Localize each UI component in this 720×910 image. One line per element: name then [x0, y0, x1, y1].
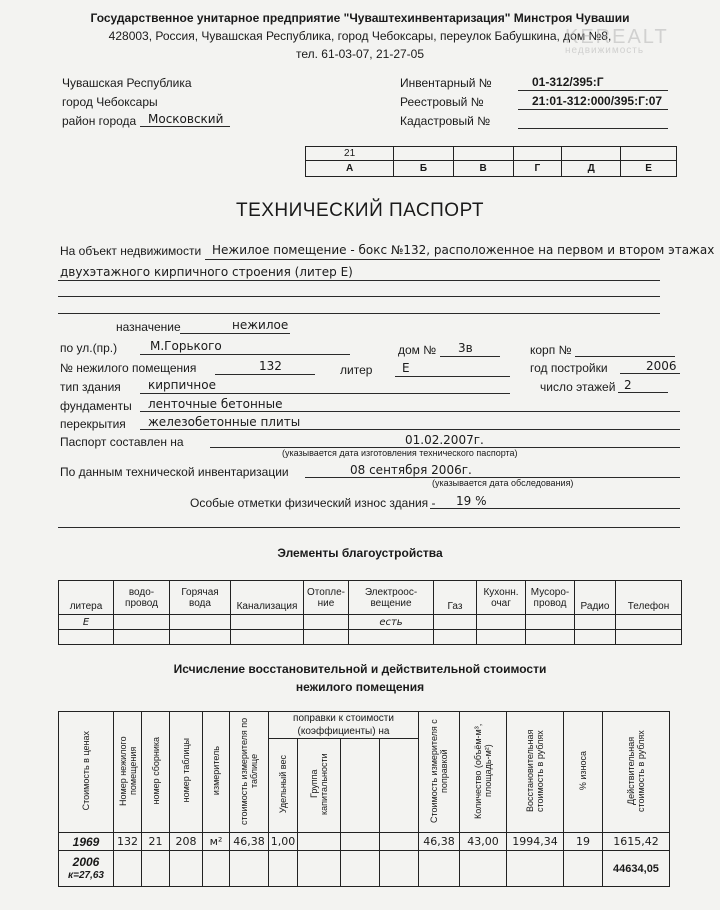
inventory-date: 08 сентября 2006г.	[350, 463, 472, 477]
cost-cell: 19	[564, 833, 603, 851]
code-letter: Г	[513, 161, 562, 177]
cost-header: Группа капитальности	[309, 753, 329, 815]
liter-label: литер	[340, 363, 373, 377]
amenity-cell	[304, 615, 349, 630]
amenity-header: Газ	[434, 581, 477, 615]
cost-cell: 46,38	[230, 833, 269, 851]
amenity-cell	[575, 615, 616, 630]
code-letter: А	[306, 161, 394, 177]
district-value: Московский	[148, 112, 224, 126]
amenity-header: водо-провод	[114, 581, 170, 615]
object-line2: двухэтажного кирпичного строения (литер Е)	[60, 265, 353, 279]
cost-header: Количество (объём-м³, площадь-м²)	[473, 722, 493, 819]
cost-table	[58, 711, 670, 887]
code-letter: Д	[562, 161, 621, 177]
city: город Чебоксары	[62, 95, 158, 109]
room-value: 132	[259, 359, 282, 373]
cost-cell: 1994,34	[507, 833, 564, 851]
code-table	[305, 146, 677, 177]
cost-cell: 208	[170, 833, 203, 851]
house-value: 3в	[458, 341, 473, 355]
registry-number: 21:01-312:000/395:Г:07	[532, 94, 663, 108]
code-letter: Е	[621, 161, 677, 177]
korp-label: корп №	[530, 343, 572, 357]
amenity-cell: есть	[349, 615, 434, 630]
cost-k-coef: к=27,63	[68, 869, 104, 881]
cost-cell: 1615,42	[603, 833, 670, 851]
type-value: кирпичное	[148, 378, 216, 392]
watermark-line1: KEREALT	[565, 26, 669, 48]
type-label: тип здания	[60, 380, 121, 394]
amenity-header: Канализация	[231, 581, 304, 615]
cost-cell: 46,38	[419, 833, 460, 851]
amenities-table	[58, 580, 682, 645]
object-label: На объект недвижимости	[60, 244, 202, 258]
cost-header: Стоимость в ценах	[81, 730, 91, 811]
amenity-header: Радио	[575, 581, 616, 615]
foundation-label: фундаменты	[60, 399, 132, 413]
cost-header: номер сборника	[150, 736, 161, 805]
org-name: Государственное унитарное предприятие "Чуваштехинвентаризация" Минстроя Чувашии	[90, 11, 630, 25]
amenity-cell	[477, 615, 526, 630]
coef-empty	[380, 739, 419, 833]
wear-value: 19 %	[456, 494, 487, 508]
document-title: ТЕХНИЧЕСКИЙ ПАСПОРТ	[235, 200, 485, 221]
inventory-hint: (указывается дата обследования)	[432, 478, 574, 488]
amenity-header: Горячая вода	[170, 581, 231, 615]
foundation-value: ленточные бетонные	[148, 397, 283, 411]
street-label: по ул.(пр.)	[60, 341, 118, 355]
slabs-value: железобетонные плиты	[148, 415, 301, 429]
cost-cell: 1,00	[269, 833, 298, 851]
coef-empty	[341, 739, 380, 833]
code-top: 21	[306, 147, 394, 161]
amenity-cell	[170, 615, 231, 630]
cost-cell	[298, 833, 341, 851]
cost-header: номер таблицы	[181, 738, 191, 803]
coef-header-2: (коэффициенты) на	[297, 726, 390, 737]
inventory-label: Инвентарный №	[400, 76, 492, 90]
purpose-label: назначение	[116, 320, 181, 334]
floors-value: 2	[624, 378, 632, 392]
cost-cell	[380, 833, 419, 851]
street-value: М.Горького	[150, 339, 222, 353]
house-label: дом №	[398, 343, 437, 357]
amenity-cell	[616, 615, 682, 630]
watermark	[565, 26, 669, 56]
amenity-cell	[526, 615, 575, 630]
cadastral-label: Кадастровый №	[400, 114, 491, 128]
object-line1: Нежилое помещение - бокс №132, расположенное на первом и втором этажах	[212, 243, 715, 257]
passport-date: 01.02.2007г.	[405, 433, 484, 447]
cost-header: Стоимость измерителя с поправкой	[429, 718, 449, 823]
amenity-header: литера	[59, 581, 114, 615]
amenity-header: Телефон	[616, 581, 682, 615]
year-label: год постройки	[530, 361, 608, 375]
watermark-line2: недвижимость	[565, 45, 645, 56]
amenity-header: Электроос-вещение	[349, 581, 434, 615]
code-letter: Б	[394, 161, 454, 177]
cost-cell: 21	[142, 833, 170, 851]
passport-hint: (указывается дата изготовления технического паспорта)	[282, 448, 518, 458]
amenity-header: Отопле-ние	[304, 581, 349, 615]
coef-header-1: поправки к стоимости	[293, 713, 394, 724]
cost-cell: 1969	[59, 833, 114, 851]
org-address: 428003, Россия, Чувашская Республика, город Чебоксары, переулок Бабушкина, дом №8,	[108, 29, 612, 43]
cost-cell: 43,00	[460, 833, 507, 851]
room-label: № нежилого помещения	[60, 361, 197, 375]
cost-header: Удельный вес	[278, 754, 288, 814]
slabs-label: перекрытия	[60, 417, 126, 431]
amenity-header: Кухонн. очаг	[477, 581, 526, 615]
code-letter: В	[453, 161, 513, 177]
district-label: район города	[62, 114, 137, 128]
floors-label: число этажей	[540, 380, 616, 394]
cost-year-2006: 2006	[72, 854, 100, 869]
amenity-cell	[231, 615, 304, 630]
amenity-cell	[114, 615, 170, 630]
cost-title-1: Исчисление восстановительной и действительной стоимости	[173, 662, 547, 676]
cost-total: 44634,05	[603, 851, 670, 887]
cost-cell: 132	[114, 833, 142, 851]
org-phone: тел. 61-03-07, 21-27-05	[295, 47, 425, 61]
cost-header: % износа	[578, 750, 588, 791]
amenity-header: Мусоро-провод	[526, 581, 575, 615]
cost-header: Восстановительная стоимость в рублях	[525, 729, 545, 812]
cost-cell	[341, 833, 380, 851]
cost-title-2: нежилого помещения	[295, 680, 425, 694]
cost-header: Действительная стоимость в рублях	[626, 729, 646, 812]
purpose-value: нежилое	[232, 318, 289, 332]
amenities-title: Элементы благоустройства	[277, 546, 443, 560]
cost-header: стоимость измерителя по таблице	[239, 716, 259, 825]
inventory-number: 01-312/395:Г	[532, 75, 604, 89]
registry-label: Реестровый №	[400, 95, 484, 109]
amenity-cell	[434, 615, 477, 630]
cost-header: Номер нежилого помещения	[117, 735, 138, 806]
cost-cell: м²	[203, 833, 230, 851]
amenity-cell: Е	[59, 615, 114, 630]
inventory-date-label: По данным технической инвентаризации	[60, 465, 289, 479]
passport-label: Паспорт составлен на	[60, 435, 184, 449]
cost-header: измеритель	[211, 745, 221, 796]
wear-label: Особые отметки физический износ здания -	[190, 496, 436, 510]
republic: Чувашская Республика	[62, 76, 192, 90]
liter-value: Е	[402, 361, 410, 375]
year-value: 2006	[646, 359, 677, 373]
